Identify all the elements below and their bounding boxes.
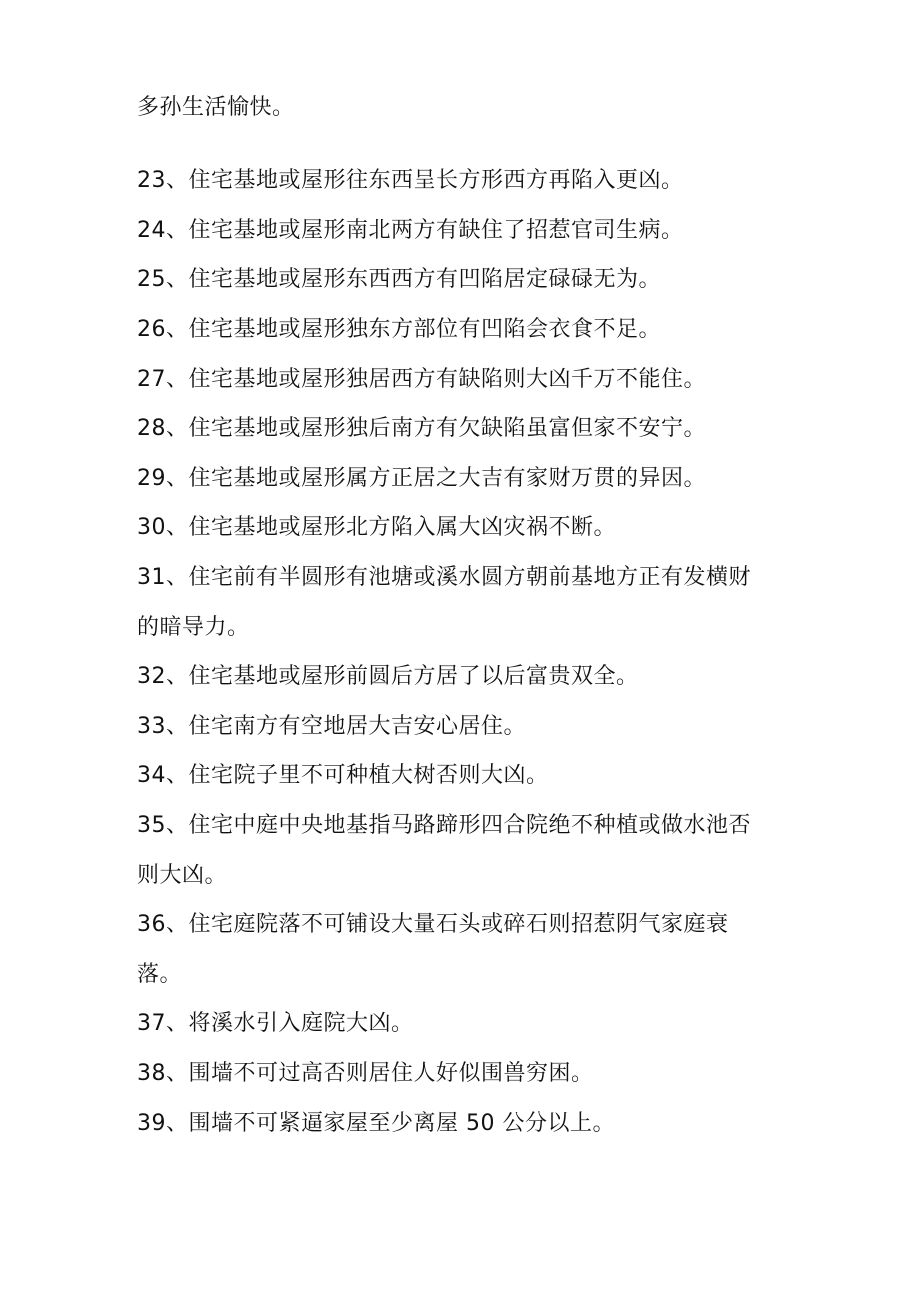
- text-line: 35、住宅中庭中央地基指马路蹄形四合院绝不种植或做水池否: [137, 813, 751, 838]
- text-line: 24、住宅基地或屋形南北两方有缺住了招惹官司生病。: [137, 218, 684, 243]
- text-line: 38、围墙不可过高否则居住人好似围兽穷困。: [137, 1061, 594, 1086]
- text-line: 28、住宅基地或屋形独后南方有欠缺陷虽富但家不安宁。: [137, 416, 706, 441]
- text-line: 25、住宅基地或屋形东西西方有凹陷居定碌碌无为。: [137, 267, 661, 292]
- text-line: 32、住宅基地或屋形前圆后方居了以后富贵双全。: [137, 664, 639, 689]
- text-line: 36、住宅庭院落不可铺设大量石头或碎石则招惹阴气家庭衰: [137, 912, 729, 937]
- text-line: 37、将溪水引入庭院大凶。: [137, 1011, 414, 1036]
- text-line: 34、住宅院子里不可种植大树否则大凶。: [137, 763, 549, 788]
- text-line: 26、住宅基地或屋形独东方部位有凹陷会衣食不足。: [137, 317, 661, 342]
- text-line: 27、住宅基地或屋形独居西方有缺陷则大凶千万不能住。: [137, 367, 706, 392]
- text-line: 落。: [137, 962, 183, 987]
- text-line: 多孙生活愉快。: [137, 95, 295, 120]
- text-line: 29、住宅基地或屋形属方正居之大吉有家财万贯的异因。: [137, 466, 706, 491]
- text-line: 30、住宅基地或屋形北方陷入属大凶灾祸不断。: [137, 515, 616, 540]
- text-line: 则大凶。: [137, 863, 228, 888]
- text-line: 23、住宅基地或屋形往东西呈长方形西方再陷入更凶。: [137, 168, 684, 193]
- text-line: 31、住宅前有半圆形有池塘或溪水圆方朝前基地方正有发横财: [137, 565, 751, 590]
- text-line: 39、围墙不可紧逼家屋至少离屋 50 公分以上。: [137, 1111, 615, 1136]
- text-line: 的暗导力。: [137, 615, 250, 640]
- text-line: 33、住宅南方有空地居大吉安心居住。: [137, 714, 526, 739]
